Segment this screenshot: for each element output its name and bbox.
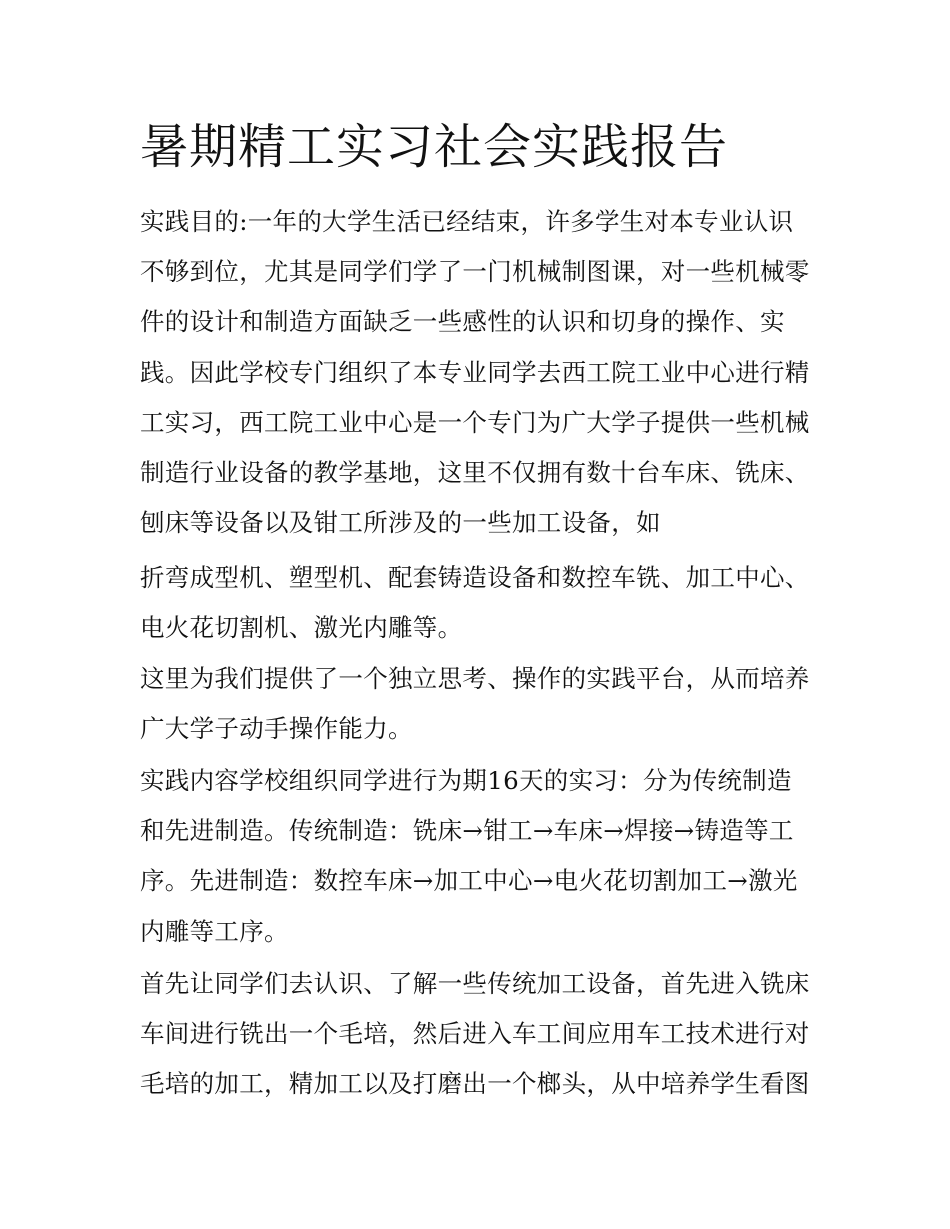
body-text-line: 刨床等设备以及钳工所涉及的一些加工设备，如 xyxy=(140,508,661,537)
body-text-line: 序。先进制造：数控车床→加工中心→电火花切割加工→激光 xyxy=(140,866,798,895)
body-text-line: 车间进行铣出一个毛培，然后进入车工间应用车工技术进行对 xyxy=(140,1019,810,1048)
body-text-line: 首先让同学们去认识、了解一些传统加工设备，首先进入铣床 xyxy=(140,969,810,998)
body-text-line: 这里为我们提供了一个独立思考、操作的实践平台，从而培养 xyxy=(140,664,810,693)
body-text-line: 内雕等工序。 xyxy=(140,917,289,946)
body-text-line: 实践内容学校组织同学进行为期16天的实习：分为传统制造 xyxy=(140,766,792,795)
body-text-line: 制造行业设备的教学基地，这里不仅拥有数十台车床、铣床、 xyxy=(140,458,810,487)
page-title: 暑期精工实习社会实践报告 xyxy=(140,119,729,175)
body-text-line: 践。因此学校专门组织了本专业同学去西工院工业中心进行精 xyxy=(140,358,810,387)
body-text-line: 电火花切割机、激光内雕等。 xyxy=(140,613,463,642)
body-text-line: 和先进制造。传统制造：铣床→钳工→车床→焊接→铸造等工 xyxy=(140,816,794,845)
body-text-line: 实践目的:一年的大学生活已经结束，许多学生对本专业认识 xyxy=(140,207,794,236)
body-text-line: 毛培的加工，精加工以及打磨出一个榔头，从中培养学生看图 xyxy=(140,1069,810,1098)
body-text-line: 工实习，西工院工业中心是一个专门为广大学子提供一些机械 xyxy=(140,408,810,437)
body-text-line: 不够到位，尤其是同学们学了一门机械制图课，对一些机械零 xyxy=(140,257,810,286)
body-text-line: 广大学子动手操作能力。 xyxy=(140,714,413,743)
body-text-line: 折弯成型机、塑型机、配套铸造设备和数控车铣、加工中心、 xyxy=(140,563,810,592)
body-text-line: 件的设计和制造方面缺乏一些感性的认识和切身的操作、实 xyxy=(140,307,785,336)
